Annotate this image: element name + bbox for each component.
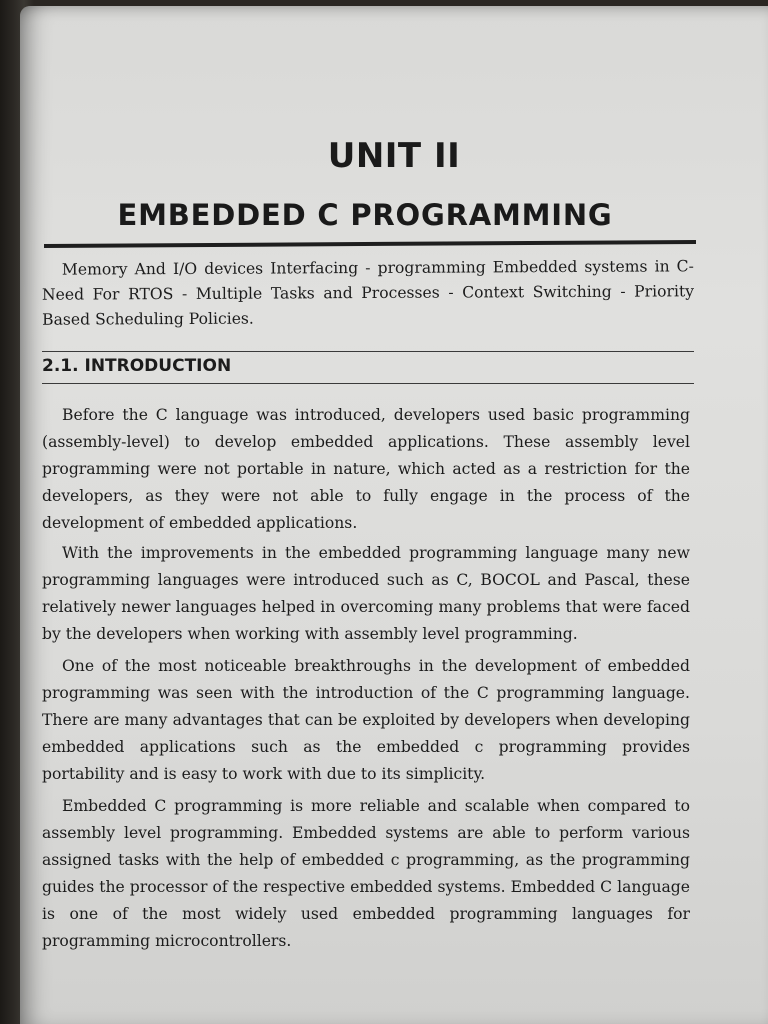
unit-summary: Memory And I/O devices Interfacing - programming Embedded systems in C- Need For RTOS - Multiple Tasks and Processes - Context Switching - Priority Based Scheduling Policies. [41,257,695,329]
paragraph-3: One of the most noticeable breakthroughs in the development of embedded programming was seen with the introduction of the C programming language. There are many advantages that can be exploited by developers when developing embedded applications such as the embedded c programming provides portability and is easy to work with due to its simplicity. [42,657,690,783]
book-page [20,6,768,1024]
chapter-title: EMBEDDED C PROGRAMMING [117,198,613,232]
section-rule-top [42,351,694,352]
paragraph-4: Embedded C programming is more reliable and scalable when compared to assembly level programming. Embedded systems are able to perform various assigned tasks with the help of embedded c programming, as the programming guides the processor of the respective embedded systems. Embedded C language is one of the most widely used embedded programming languages for programming microcontrollers. [42,797,690,950]
section-rule-bottom [42,383,694,384]
unit-title: UNIT II [327,136,461,176]
paragraph-1: Before the C language was introduced, developers used basic programming (assembly-level) to develop embedded applications. These assembly level programming were not portable in nature, which acted as a restriction for the developers, as they were not able to fully engage in the process of the development of embedded applications. [42,406,690,532]
paragraph-2: With the improvements in the embedded programming language many new programming languages were introduced such as C, BOCOL and Pascal, these relatively newer languages helped in overcoming many problems that were faced by the developers when working with assembly level programming. [42,544,690,643]
title-underline [44,240,696,248]
section-heading: 2.1. INTRODUCTION [42,356,232,376]
